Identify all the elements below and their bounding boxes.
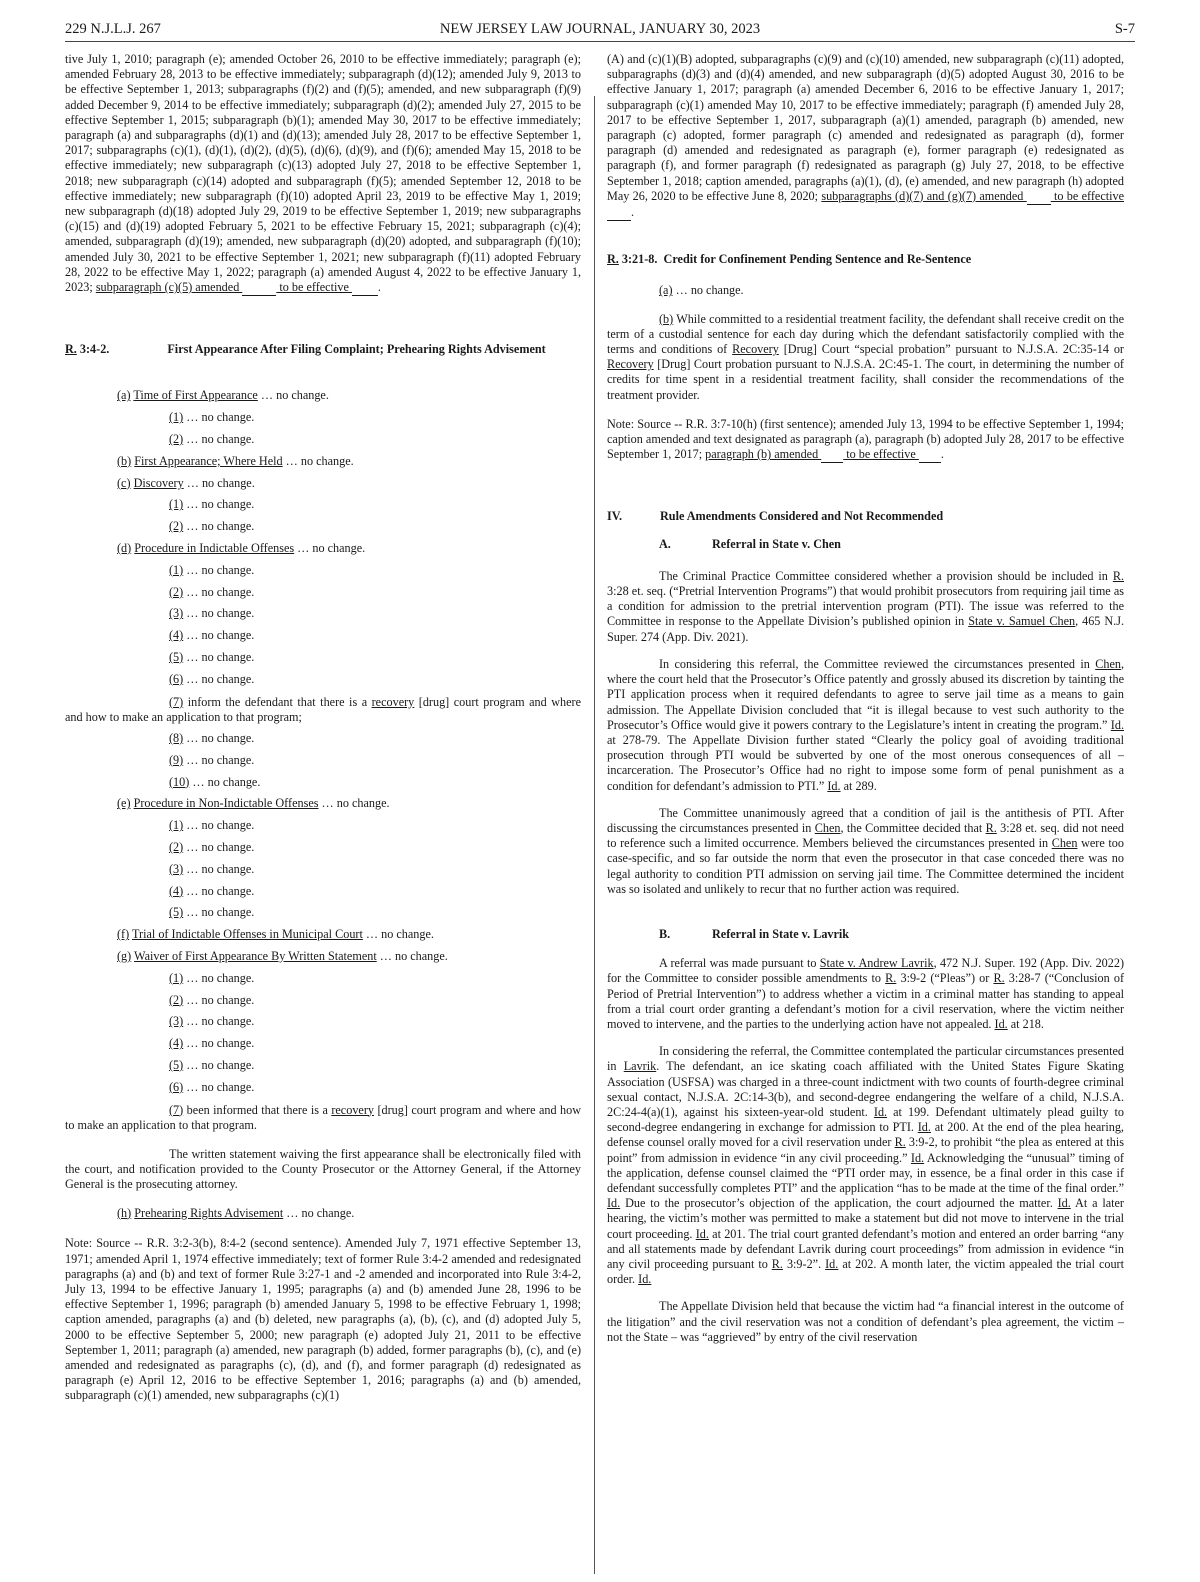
subparagraph-a1: (1) … no change. xyxy=(169,410,255,425)
paragraph-d: (d) Procedure in Indictable Offenses … no change. xyxy=(117,541,366,556)
paragraph-a: (a) Time of First Appearance … no change. xyxy=(117,388,329,403)
paragraph-b: (b) First Appearance; Where Held … no change. xyxy=(117,453,354,468)
header-citation: 229 N.J.L.J. 267 xyxy=(65,21,161,37)
subparagraph-d3: (3) … no change. xyxy=(169,606,255,621)
subparagraph-c2: (2) … no change. xyxy=(169,519,255,534)
subparagraph-g7: (7) been informed that there is a recovery [drug] court program and where and how to make an application to that program. xyxy=(65,1102,581,1132)
chen-paragraph-1: The Criminal Practice Committee considered whether a provision should be included in R. 3:28 et. seq. (“Pretrial Intervention Programs”) that would prohibit prosecutors from requiring jail time as a condition for admission to the pretrial intervention program (PTI). The issue was referred to the Committee in response to the Appellate Division’s published opinion in State v. Samuel Chen, 465 N.J. Super. 274 (App. Div. 2021). xyxy=(607,568,1125,644)
lavrik-paragraph-3: The Appellate Division held that because the victim had “a financial interest in the outcome of the litigation” and the civil reservation was not a condition of defendant’s plea agreement, the victim – not the State – was “aggrieved” by entry of the civil reservation xyxy=(607,1299,1124,1344)
subparagraph-d2: (2) … no change. xyxy=(169,584,255,599)
subparagraph-c1: (1) … no change. xyxy=(169,497,255,512)
paragraph-g: (g) Waiver of First Appearance By Written Statement … no change. xyxy=(117,948,448,963)
history-note-continued-right: (A) and (c)(1)(B) adopted, subparagraphs (c)(9) and (c)(10) amended, new subparagraph (c)(11) adopted, subparagraphs (d)(3) and (d)(4) amended, and new subparagraph (d)(5) adopted August 30, 2016 to be effective January 1, 2017; paragraph (a) amended December 6, 2016 to be effective January 1, 2017; subparagraph (c)(1) amended May 10, 2017 to be effective immediately; paragraph (f) amended July 28, 2017 to be effective September 1, 2017, subparagraph (a)(1) amended, paragraph (b) amended, new paragraph (c) adopted, former paragraph (c) amended and redesignated as paragraph (d), former paragraph (d) amended and redesignated as paragraph (e), former paragraph (e) redesignated as paragraph (f), and former paragraph (f) redesignated as paragraph (g) July 27, 2018, to be effective September 1, 2018; caption amended, paragraphs (a)(1), (d), (e) amended, and new paragraph (h) adopted May 26, 2020 to be effective June 8, 2020; subparagraphs (d)(7) and (g)(7) amended to be effective . xyxy=(607,52,1124,221)
subparagraph-g3: (3) … no change. xyxy=(169,1014,255,1029)
rule-3-4-2-source-note: Note: Source -- R.R. 3:2-3(b), 8:4-2 (second sentence). Amended July 7, 1971 effective September 13, 1971; amended April 1, 1974 effective immediately; text of former Rule 3:4-2 amended and redesignated paragraphs (a) and (b) and text of former Rule 3:27-1 and -2 amended and incorporated into Rule 3:4-2, July 13, 1994 to be effective January 1, 1995; paragraphs (a) and (b) amended June 28, 1996 to be effective September 1, 1996; paragraph (b) amended January 5, 1998 to be effective February 1, 1998; caption amended, paragraphs (a) and (b) deleted, new paragraphs (a), (b), (c), and (d) adopted July 5, 2000 to be effective September 5, 2000; new paragraph (e) adopted July 21, 2011 to be effective September 1, 2011; paragraph (a) amended, new paragraph (b) added, former paragraphs (b), (c), and (e) amended and redesignated as paragraphs (c), (d), and (f), and former paragraph (d) redesignated as paragraph (e) April 12, 2016 to be effective September 1, 2016; paragraphs (a) and (b) amended, subparagraph (c)(1) amended, new subparagraphs (c)(1) xyxy=(65,1236,581,1403)
subparagraph-g5: (5) … no change. xyxy=(169,1057,255,1072)
subparagraph-d6: (6) … no change. xyxy=(169,671,255,686)
subparagraph-d10: (10) … no change. xyxy=(169,774,261,789)
rule-3-21-8-source-note: Note: Source -- R.R. 3:7-10(h) (first sentence); amended July 13, 1994 to be effective September 1, 1994; caption amended and text designated as paragraph (a), paragraph (b) adopted July 28, 2017 to be effective September 1, 2017; paragraph (b) amended to be effective . xyxy=(607,417,1124,464)
subparagraph-d9: (9) … no change. xyxy=(169,752,255,767)
paragraph-f: (f) Trial of Indictable Offenses in Municipal Court … no change. xyxy=(117,927,434,942)
subparagraph-d7: (7) inform the defendant that there is a recovery [drug] court program and where and how to make an application to that program; xyxy=(65,694,581,724)
subsection-b-heading: B. Referral in State v. Lavrik xyxy=(659,926,850,941)
rule-heading-3-4-2: R. 3:4-2. First Appearance After Filing Complaint; Prehearing Rights Advisement xyxy=(65,342,546,357)
subparagraph-d1: (1) … no change. xyxy=(169,562,255,577)
subsection-a-heading: A. Referral in State v. Chen xyxy=(659,536,841,551)
header-publication: NEW JERSEY LAW JOURNAL, JANUARY 30, 2023 xyxy=(439,21,761,37)
paragraph-e: (e) Procedure in Non-Indictable Offenses … no change. xyxy=(117,796,390,811)
subparagraph-a2: (2) … no change. xyxy=(169,432,255,447)
subparagraph-e5: (5) … no change. xyxy=(169,905,255,920)
header-page-number: S-7 xyxy=(1114,21,1135,37)
subparagraph-e2: (2) … no change. xyxy=(169,840,255,854)
column-divider xyxy=(594,96,595,1574)
rule-3-21-8-paragraph-a: (a) … no change. xyxy=(659,283,744,298)
chen-paragraph-2: In considering this referral, the Committee reviewed the circumstances presented in Chen, where the court held that the Prosecutor’s Office patently and grossly abused its discretion by tainting the PTI application process when it required defendants to agree to serve jail time as a means to gain admission. The Appellate Division concluded that “it is illegal because to vest such authority to the Prosecutor’s Office would give it powers contrary to the Legislature’s intent in creating the program.” Id. at 278-79. The Appellate Division further stated “Clearly the policy goal of avoiding traditional prosecution through PTI would be subverted by one of the most onerous consequences of all – incarceration. The Prosecutor’s Office had no right to impose some form of penal punishment as a condition for defendant’s admission to PTI.” Id. at 289. xyxy=(607,656,1124,793)
chen-paragraph-3: The Committee unanimously agreed that a condition of jail is the antithesis of PTI. After discussing the circumstances presented in Chen, the Committee decided that R. 3:28 et. seq. did not need to reference such a limited occurrence. Members believed the circumstances presented in Chen were too case-specific, and so far outside the norm that even the prosecutor in that case conceded there was no legal authority to condition PTI admission on serving jail time. The Committee determined the incident was so isolated and unlikely to recur that no further action was required. xyxy=(607,805,1124,896)
lavrik-paragraph-2: In considering the referral, the Committee contemplated the particular circumstances presented in Lavrik. The defendant, an ice skating coach affiliated with the United States Figure Skating Association (USFSA) was charged in a three-count indictment with two counts of fourth-degree criminal sexual contact, N.J.S.A. 2C:14-3(b), and second-degree endangering the welfare of a child, N.J.S.A. 2C:24-4(a)(1), against his sixteen-year-old student. Id. at 199. Defendant ultimately plead guilty to second-degree endangering in exchange for admission to PTI. Id. at 200. At the end of the plea hearing, defense counsel orally moved for a civil reservation under R. 3:9-2, to prohibit “the plea as entered at this point” from admission in evidence “in any civil proceeding.” Id. Acknowledging the “unusual” timing of the application, defense counsel claimed the “PTI order may, in essence, be a final order in this case if defendant successfully completes PTI” and the application “has to be made at the time of the final order.” Id. Due to the prosecutor’s objection of the application, the court adjourned the matter. Id. At a later hearing, the victim’s mother was permitted to make a statement but did not move to intervene in the trial court proceeding. Id. at 201. The trial court granted defendant’s motion and entered an order barring “any and all statements made by defendant Lavrik during court proceedings” from admission in evidence “in any civil proceeding pursuant to R. 3:9-2”. Id. at 202. A month later, the victim appealed the trial court order. Id. xyxy=(607,1044,1125,1287)
subparagraph-d5: (5) … no change. xyxy=(169,650,255,665)
paragraph-h: (h) Prehearing Rights Advisement … no change. xyxy=(117,1205,355,1220)
history-note-continued: tive July 1, 2010; paragraph (e); amended October 26, 2010 to be effective immediately; paragraph (e); amended February 28, 2013 to be effective immediately; subparagraph (d)(12); amended July 9, 2013 to be effective September 1, 2013; subparagraphs (f)(2) and (f)(5); amended, and new subparagraph (f)(9) added December 9, 2014 to be effective immediately; subparagraph (d)(2); amended July 27, 2015 to be effective September 1, 2015; subparagraph (b)(1); amended May 30, 2017 to be effective immediately; paragraph (a) and subparagraphs (d)(1) and (d)(13); amended July 28, 2017 to be effective September 1, 2017; subparagraphs (c)(1), (d)(1), (d)(2), (d)(5), (d)(6), (d)(9), and (f)(6); amended May 15, 2018 to be effective immediately; new subparagraph (c)(13) adopted July 27, 2018 to be effective September 1, 2018; new subparagraph (c)(14) adopted and subparagraph (f)(5); amended September 12, 2018 to be effective immediately; new subparagraph (f)(10) adopted April 23, 2019 to be effective May 1, 2019; new subparagraph (d)(18) adopted July 29, 2019 to be effective September 1, 2019; new subparagraphs (c)(15) and (d)(19) adopted February 5, 2021 to be effective February 15, 2021; subparagraph (c)(4); amended, subparagraph (d)(19); amended, new subparagraph (d)(20) adopted, and subparagraph (f)(10); amended July 30, 2021 to be effective September 1, 2021; new subparagraph (f)(11) adopted February 28, 2022 to be effective May 1, 2022; paragraph (a) amended August 4, 2022 to be effective January 1, 2023; subparagraph (c)(5) amended to be effective . xyxy=(65,52,581,296)
left-column xyxy=(65,52,581,1404)
paragraph-c: (c) Discovery … no change. xyxy=(117,475,255,490)
subparagraph-g4: (4) … no change. xyxy=(169,1036,255,1051)
right-column xyxy=(607,52,1124,1345)
subparagraph-d8: (8) … no change. xyxy=(169,731,255,746)
rule-3-21-8-paragraph-b: (b) While committed to a residential treatment facility, the defendant shall receive credit on the term of a custodial sentence for each day during which the defendant satisfactorily complied with the terms and conditions of Recovery [Drug] Court “special probation” pursuant to N.J.S.A. 2C:35-14 or Recovery [Drug] Court probation pursuant to N.J.S.A. 2C:45-1. The court, in determining the number of credits for time spent in a residential treatment facility, shall consider the recommendations of the treatment provider. xyxy=(607,311,1124,402)
running-header xyxy=(65,19,1135,42)
lavrik-paragraph-1: A referral was made pursuant to State v. Andrew Lavrik, 472 N.J. Super. 192 (App. Div. 2022) for the Committee to consider possible amendments to R. 3:9-2 (“Pleas”) or R. 3:28-7 (“Conclusion of Period of Pretrial Intervention”) to address whether a victim in a criminal matter has standing to appeal from a trial court order granting a defendant’s motion for a civil reservation, where the victim neither moved to intervene, and the parties to the underlying action have not appealed. Id. at 218. xyxy=(607,956,1124,1031)
subparagraph-g6: (6) … no change. xyxy=(169,1079,255,1094)
rule-3-4-2-body xyxy=(65,385,581,1224)
subparagraph-e1: (1) … no change. xyxy=(169,818,255,833)
subparagraph-g2: (2) … no change. xyxy=(169,992,255,1007)
subparagraph-e3: (3) … no change. xyxy=(169,861,255,876)
rule-heading-3-21-8: R. 3:21-8. Credit for Confinement Pending Sentence and Re-Sentence xyxy=(607,252,972,267)
subparagraph-g1: (1) … no change. xyxy=(169,970,255,985)
subparagraph-d4: (4) … no change. xyxy=(169,628,255,643)
written-statement-paragraph: The written statement waiving the first appearance shall be electronically filed with the court, and notification provided to the County Prosecutor or the Attorney General, if the Attorney General is the prosecuting attorney. xyxy=(65,1146,581,1192)
subparagraph-e4: (4) … no change. xyxy=(169,883,255,898)
section-iv-heading: IV. Rule Amendments Considered and Not Recommended xyxy=(607,509,944,524)
